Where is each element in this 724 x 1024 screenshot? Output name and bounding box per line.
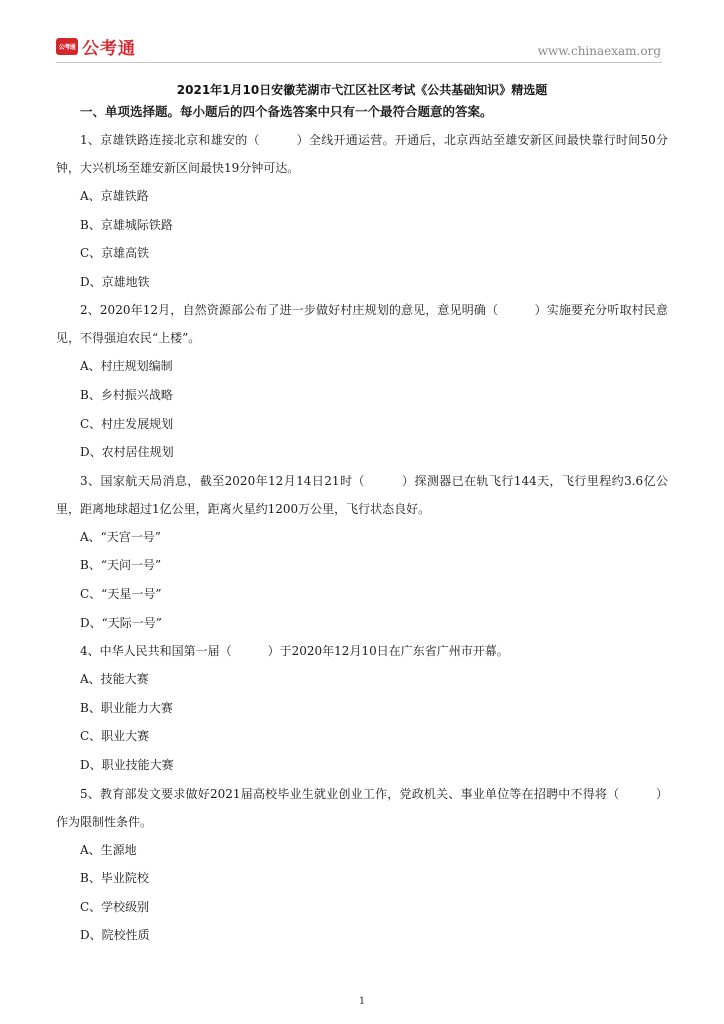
logo-mark-icon: 公考通 — [56, 38, 78, 55]
option-c: C、村庄发展规划 — [80, 416, 174, 431]
option-a: A、技能大赛 — [80, 672, 149, 687]
option-c: C、学校级别 — [80, 899, 150, 914]
option-c: C、“天星一号” — [80, 586, 162, 601]
document-title: 2021年1月10日安徽芜湖市弋江区社区考试《公共基础知识》精选题 — [176, 83, 548, 97]
header-divider — [56, 62, 662, 63]
option-d: D、农村居住规划 — [80, 445, 174, 460]
question-2 — [56, 296, 668, 466]
option-b: B、京雄城际铁路 — [80, 217, 173, 232]
question-stem: 5、教育部发文要求做好2021届高校毕业生就业创业工作，党政机关、事业单位等在招聘中不得将（ ）作为限制性条件。 — [56, 786, 668, 829]
question-4 — [56, 637, 668, 779]
option-b: B、“天问一号” — [80, 558, 162, 573]
option-b: B、毕业院校 — [80, 871, 149, 886]
option-a: A、“天宫一号” — [80, 529, 161, 544]
option-d: D、院校性质 — [80, 928, 150, 943]
question-1 — [56, 126, 668, 296]
option-b: B、乡村振兴战略 — [80, 387, 173, 402]
option-d: D、职业技能大赛 — [80, 757, 174, 772]
page-header — [0, 0, 724, 70]
option-a: A、村庄规划编制 — [80, 359, 173, 374]
option-d: D、京雄地铁 — [80, 274, 150, 289]
option-d: D、“天际一号” — [80, 615, 162, 630]
brand-logo[interactable] — [56, 34, 136, 59]
option-a: A、生源地 — [80, 842, 137, 857]
page-number: 1 — [358, 996, 366, 1007]
question-stem: 3、国家航天局消息，截至2020年12月14日21时（ ）探测器已在轨飞行144天，飞行里程约3.6亿公里，距离地球超过1亿公里，距离火星约1200万公里，飞行状态良好。 — [56, 473, 668, 516]
question-5 — [56, 780, 668, 950]
option-c: C、职业大赛 — [80, 729, 150, 744]
option-b: B、职业能力大赛 — [80, 700, 173, 715]
question-stem: 1、京雄铁路连接北京和雄安的（ ）全线开通运营。开通后，北京西站至雄安新区间最快靠行时间50分钟，大兴机场至雄安新区间最快19分钟可达。 — [56, 133, 668, 175]
document-body — [56, 98, 668, 950]
section-heading: 一、单项选择题。每小题后的四个备选答案中只有一个最符合题意的答案。 — [80, 104, 493, 119]
question-stem: 2、2020年12月，自然资源部公布了进一步做好村庄规划的意见，意见明确（ ）实施要充分听取村民意见，不得强迫农民“上楼”。 — [56, 303, 668, 346]
site-url[interactable]: www.chinaexam.org — [537, 44, 661, 58]
question-3 — [56, 467, 668, 637]
question-stem: 4、中华人民共和国第一届（ ）于2020年12月10日在广东省广州市开幕。 — [80, 644, 509, 659]
option-a: A、京雄铁路 — [80, 189, 149, 203]
option-c: C、京雄高铁 — [80, 246, 150, 261]
logo-text: 公考通 — [82, 39, 136, 59]
